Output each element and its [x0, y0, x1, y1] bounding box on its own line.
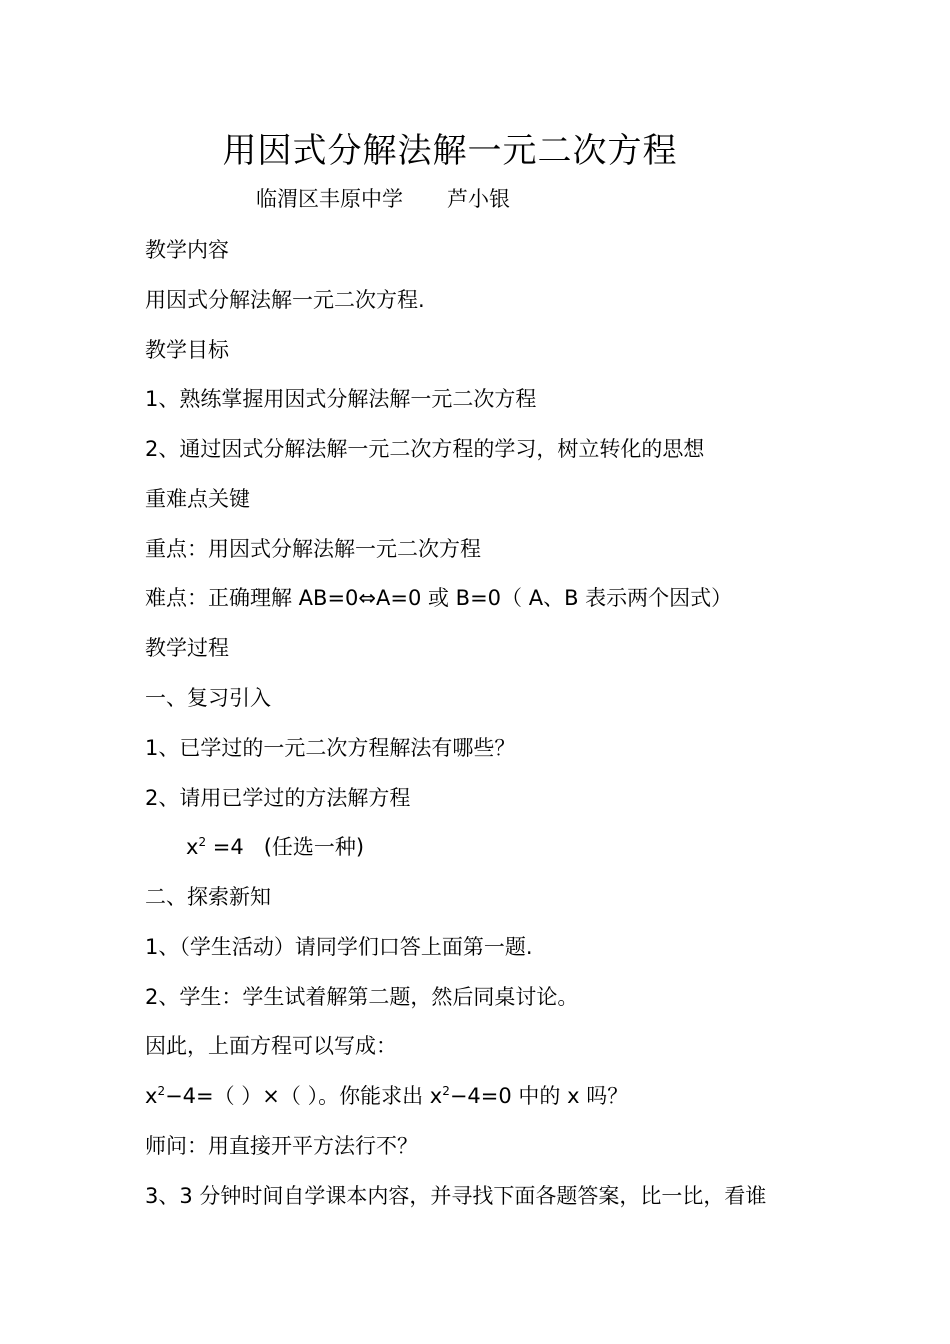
factor-part-3: −4=0 中的 x 吗？: [449, 1084, 629, 1108]
factor-exponent-1: 2: [157, 1084, 166, 1098]
review-question-2: 2、请用已学过的方法解方程: [145, 786, 411, 810]
section-heading-key: 重难点关键: [145, 487, 250, 511]
factor-part-2: −4=（ ）×（ ）。你能求出 x: [165, 1084, 443, 1108]
review-heading: 一、复习引入: [145, 686, 271, 710]
equation-note: (任选一种): [263, 835, 365, 859]
equation-line: [186, 832, 364, 862]
therefore-text: 因此，上面方程可以写成：: [145, 1034, 397, 1058]
difficult-point: 难点：正确理解 AB=0⇔A=0 或 B=0（ A、B 表示两个因式）: [145, 586, 733, 610]
key-point: 重点：用因式分解法解一元二次方程: [145, 537, 481, 561]
review-question-1: 1、已学过的一元二次方程解法有哪些？: [145, 736, 516, 760]
content-text: 用因式分解法解一元二次方程.: [145, 288, 425, 312]
equation-rest: =4: [206, 835, 244, 859]
equation-exponent: 2: [198, 835, 207, 849]
equation-base: x: [186, 835, 199, 859]
teacher-question: 师问：用直接开平方法行不？: [145, 1134, 418, 1158]
explore-item-1: 1、（学生活动）请同学们口答上面第一题.: [145, 935, 533, 959]
explore-item-2: 2、学生：学生试着解第二题，然后同桌讨论。: [145, 985, 579, 1009]
factor-part-1: x: [145, 1084, 158, 1108]
section-heading-content: 教学内容: [145, 238, 229, 262]
goal-item-2: 2、通过因式分解法解一元二次方程的学习，树立转化的思想: [145, 437, 705, 461]
explore-item-3: 3、3 分钟时间自学课本内容，并寻找下面各题答案，比一比，看谁: [145, 1184, 767, 1208]
document-title: 用因式分解法解一元二次方程: [222, 131, 678, 171]
goal-item-1: 1、熟练掌握用因式分解法解一元二次方程: [145, 387, 537, 411]
factor-exponent-2: 2: [442, 1084, 450, 1098]
section-heading-process: 教学过程: [145, 636, 229, 660]
section-heading-goals: 教学目标: [145, 338, 229, 362]
byline: [256, 184, 510, 214]
explore-heading: 二、探索新知: [145, 885, 271, 909]
factor-line: [145, 1081, 628, 1111]
school-name: 临渭区丰原中学: [256, 187, 403, 211]
author-name: 芦小银: [447, 187, 510, 211]
